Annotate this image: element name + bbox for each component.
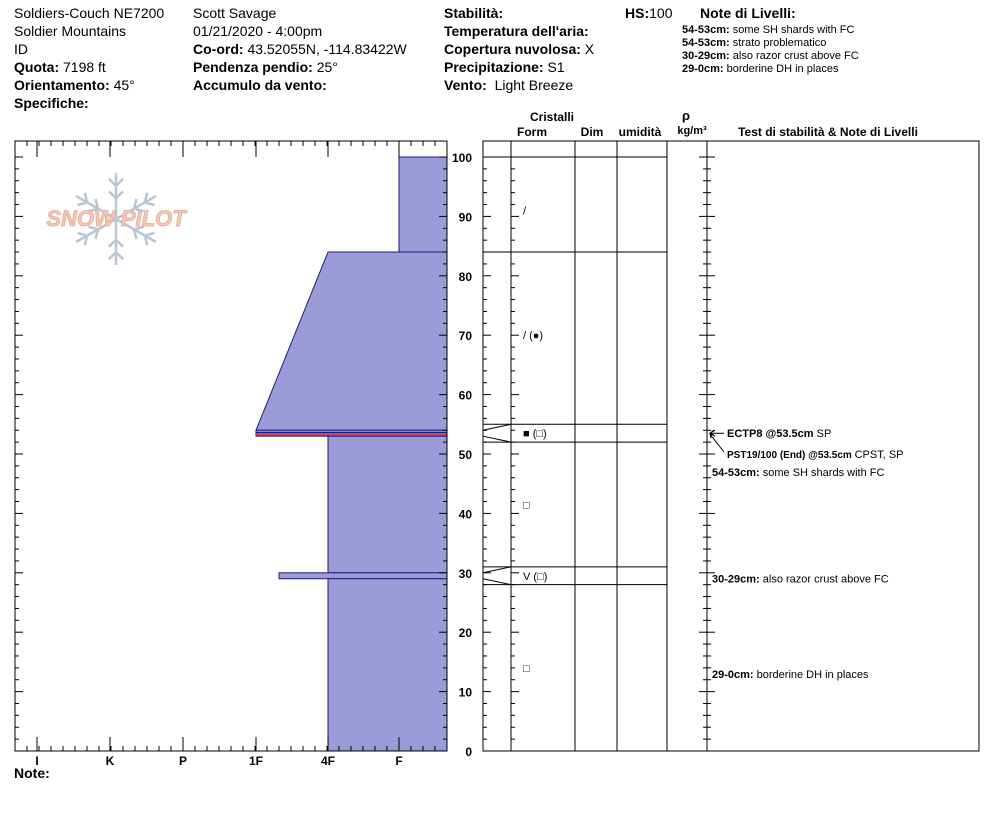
slope-value: 25° bbox=[316, 59, 338, 75]
precip-label: Precipitazione: bbox=[444, 59, 544, 75]
layer-note-text: borderine DH in places bbox=[756, 668, 869, 681]
hardness-tick-label: 4F bbox=[320, 754, 336, 768]
snowflake-branch bbox=[78, 233, 88, 236]
height-tick-label: 90 bbox=[458, 210, 472, 225]
height-tick-label: 70 bbox=[458, 329, 472, 344]
notes-label: Note: bbox=[14, 765, 50, 781]
stability-label: Stabilità: bbox=[444, 5, 504, 21]
slope-label: Pendenza pendio: bbox=[193, 59, 313, 75]
hardness-axis bbox=[35, 754, 402, 768]
height-axis bbox=[452, 151, 472, 759]
elevation-label: Quota: bbox=[14, 59, 60, 75]
stability-test-name: PST19/100 (End) @53.5cm bbox=[727, 450, 855, 461]
stability-test-detail: CPST, SP bbox=[854, 449, 904, 461]
snowflake-branch bbox=[145, 233, 155, 236]
crystal-form-mark: ■ (□) bbox=[523, 428, 547, 441]
layer-note: 54-53cm: strato problematico bbox=[682, 37, 827, 49]
stability-test-name: ECTP8 @53.5cm bbox=[727, 428, 817, 441]
hardness-tick-label: F bbox=[395, 754, 403, 768]
profile-layer bbox=[256, 252, 447, 430]
height-tick-label: 30 bbox=[458, 566, 472, 581]
layer-connector bbox=[483, 424, 511, 430]
height-tick-label: 10 bbox=[458, 685, 472, 700]
layer-notes-title: Note di Livelli: bbox=[700, 5, 796, 21]
stability-notes-header: Test di stabilità & Note di Livelli bbox=[738, 125, 918, 139]
form-header: Form bbox=[517, 125, 547, 139]
moisture-header: umidità bbox=[618, 125, 662, 139]
height-tick-label: 60 bbox=[458, 388, 472, 403]
hs-label: HS: bbox=[625, 5, 650, 21]
dim-header: Dim bbox=[580, 125, 604, 139]
layer-note: 54-53cm: some SH shards with FC bbox=[682, 24, 855, 36]
crystal-form-mark: □ bbox=[523, 662, 530, 675]
snowpilot-logo bbox=[46, 173, 187, 265]
logo-text: SNOW PILOT bbox=[46, 206, 186, 231]
location-name: Soldiers-Couch NE7200 bbox=[14, 5, 165, 21]
layer-connector bbox=[483, 436, 511, 442]
crystal-form-mark: / bbox=[523, 205, 527, 218]
height-tick-label: 0 bbox=[465, 745, 472, 759]
sky-value: X bbox=[584, 41, 595, 57]
layer-note-on-chart bbox=[712, 467, 884, 479]
profile-layer bbox=[328, 436, 447, 573]
density-unit-header: kg/m³ bbox=[677, 125, 707, 137]
elevation-value: 7198 ft bbox=[63, 59, 106, 75]
stability-test-detail: SP bbox=[816, 428, 832, 441]
crystal-form-mark: □ bbox=[523, 499, 530, 512]
crystal-forms bbox=[523, 205, 547, 674]
profile-layer bbox=[328, 579, 447, 751]
precip-value: S1 bbox=[547, 59, 565, 75]
hardness-tick-label: K bbox=[105, 754, 115, 768]
layer-note-on-chart bbox=[712, 669, 869, 681]
hs-value: 100 bbox=[649, 5, 673, 21]
coord-value: 43.52055N, -114.83422W bbox=[247, 41, 407, 57]
rho-header: ρ bbox=[681, 108, 691, 123]
height-tick-label: 80 bbox=[458, 269, 472, 284]
layer-note-range: 54-53cm: bbox=[712, 466, 763, 479]
crystal-table-frame bbox=[483, 141, 979, 751]
observer-name: Scott Savage bbox=[193, 5, 277, 21]
snowflake-branch bbox=[78, 202, 88, 205]
hardness-tick-label: I bbox=[35, 754, 39, 768]
hardness-tick-label: P bbox=[178, 754, 188, 768]
height-tick-label: 40 bbox=[458, 507, 472, 522]
stability-test bbox=[727, 428, 831, 440]
specifics-label: Specifiche: bbox=[14, 95, 89, 111]
state: ID bbox=[14, 41, 28, 57]
wind-label: Vento: bbox=[444, 77, 487, 93]
stability-test bbox=[727, 449, 904, 461]
air-temp-label: Temperatura dell'aria: bbox=[444, 23, 589, 39]
height-tick-label: 50 bbox=[458, 448, 472, 462]
aspect-value: 45° bbox=[113, 77, 135, 93]
hardness-tick-label: 1F bbox=[248, 754, 264, 768]
observation-datetime: 01/21/2020 - 4:00pm bbox=[193, 23, 323, 39]
layer-note-on-chart bbox=[712, 574, 889, 586]
height-tick-label: 20 bbox=[458, 626, 472, 641]
profile-layer bbox=[399, 157, 447, 252]
wind-value: Light Breeze bbox=[494, 77, 574, 93]
coord-label: Co-ord: bbox=[193, 41, 244, 57]
profile-layer bbox=[279, 573, 447, 579]
mountain-range: Soldier Mountains bbox=[14, 23, 127, 39]
layer-note-text: also razor crust above FC bbox=[762, 573, 889, 586]
arrow-icon bbox=[710, 434, 724, 452]
layer-note: 29-0cm: borderine DH in places bbox=[682, 63, 839, 75]
crystal-form-mark: / (●) bbox=[523, 330, 544, 343]
snowflake-branch bbox=[145, 202, 155, 205]
height-tick-label: 100 bbox=[451, 151, 472, 165]
layer-note-range: 30-29cm: bbox=[712, 573, 763, 586]
stability-notes bbox=[710, 428, 904, 681]
crystal-form-mark: V (□) bbox=[523, 570, 548, 583]
hardness-profile bbox=[256, 157, 447, 751]
layer-connector bbox=[483, 567, 511, 573]
crystals-header: Cristalli bbox=[529, 110, 575, 124]
table-ticks bbox=[483, 157, 715, 751]
sky-label: Copertura nuvolosa: bbox=[444, 41, 581, 57]
layer-connector bbox=[483, 579, 511, 585]
layer-note-range: 29-0cm: bbox=[712, 668, 757, 681]
layer-note-text: some SH shards with FC bbox=[762, 466, 885, 479]
wind-loading-label: Accumulo da vento: bbox=[193, 77, 327, 93]
layer-note: 30-29cm: also razor crust above FC bbox=[682, 50, 859, 62]
aspect-label: Orientamento: bbox=[14, 77, 110, 93]
